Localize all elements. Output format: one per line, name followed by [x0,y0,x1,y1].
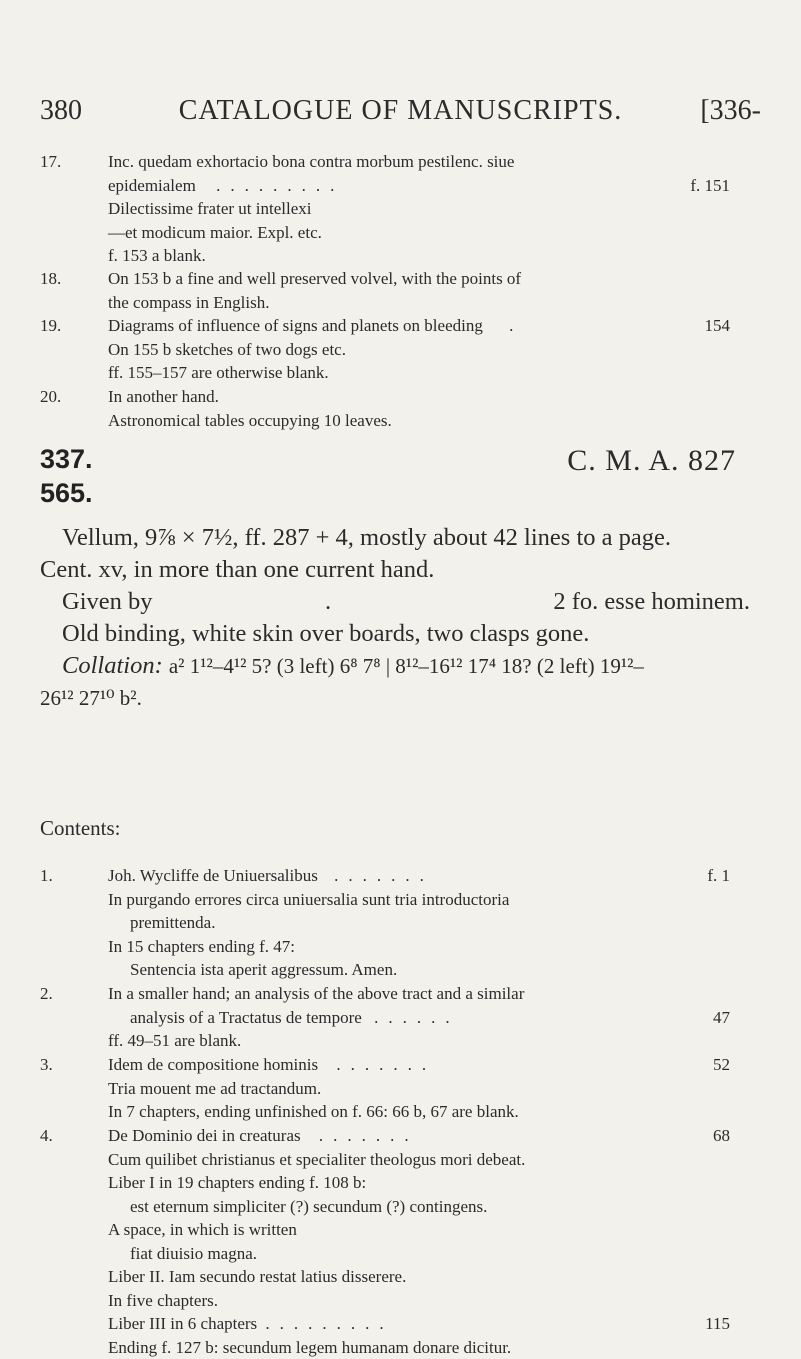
collation-line [40,650,750,682]
entry-line: De Dominio dei in creaturas ....... 68 [108,1124,730,1148]
entry-number: 17. [40,150,70,174]
entry-line: Ending f. 127 b: secundum legem humanam donare dicitur. [108,1336,730,1359]
entry-line: the compass in English. [108,291,730,315]
shelfmark: C. M. A. 827 [567,444,736,478]
entry-line: premittenda. [108,911,730,935]
folio-ref: 68 [713,1124,730,1148]
entry-number: 18. [40,267,70,291]
manuscript-alt-number: 565. [40,478,93,509]
desc-line: Vellum, 9⅞ × 7½, ff. 287 + 4, mostly about 42 lines to a page. [40,522,750,554]
binding-line: Old binding, white skin over boards, two clasps gone. [40,618,750,650]
entry-line: Cum quilibet christianus et specialiter theologus mori debeat. [108,1148,730,1172]
folio-ref: 47 [713,1006,730,1030]
folio-ref: 115 [705,1312,730,1336]
entry-line: f. 153 a blank. [108,244,730,268]
entry-number: 20. [40,385,70,409]
collation-formula: a² 1¹²–4¹² 5? (3 left) 6⁸ 7⁸ | 8¹²–16¹² 17⁴ 18? (2 left) 19¹²– [169,654,644,678]
entry-line: Inc. quedam exhortacio bona contra morbum pestilenc. siue [108,150,730,174]
folio-ref: 154 [705,314,731,338]
entry-line: Liber I in 19 chapters ending f. 108 b: [108,1171,730,1195]
folio-ref: f. 151 [690,174,730,198]
entry-line: Sentencia ista aperit aggressum. Amen. [108,958,730,982]
folio-ref: 52 [713,1053,730,1077]
page-number: 380 [40,95,82,127]
entry-line: In 7 chapters, ending unfinished on f. 66: 66 b, 67 are blank. [108,1100,730,1124]
folio-ref: f. 1 [707,864,730,888]
entry-number: 1. [40,864,70,888]
entry-line: In five chapters. [108,1289,730,1313]
entry-number: 2. [40,982,70,1006]
entry-line: On 155 b sketches of two dogs etc. [108,338,730,362]
collation-label: Collation: [62,652,163,679]
entry-line: Diagrams of influence of signs and planets on bleeding . 154 [108,314,730,338]
entry-line: est eternum simpliciter (?) secundum (?) contingens. [108,1195,730,1219]
entry-line: fiat diuisio magna. [108,1242,730,1266]
entry-line: On 153 b a fine and well preserved volvel, with the points of [108,267,730,291]
entry-line: ff. 155–157 are otherwise blank. [108,361,730,385]
collation-formula-cont: 26¹² 27¹⁰ b². [40,682,750,714]
entry-number: 19. [40,314,70,338]
entry-line: Joh. Wycliffe de Uniuersalibus ....... f. 1 [108,864,730,888]
entry-line: Astronomical tables occupying 10 leaves. [108,409,730,433]
entry-line: Liber III in 6 chapters ......... 115 [108,1312,730,1336]
running-title: CATALOGUE OF MANUSCRIPTS. [40,95,761,127]
contents-heading: Contents: [40,816,121,841]
entry-line: Liber II. Iam secundo restat latius disserere. [108,1265,730,1289]
running-head [40,95,761,135]
entry-line: Tria mouent me ad tractandum. [108,1077,730,1101]
entry-line: ff. 49–51 are blank. [108,1029,730,1053]
entry-line: In purgando errores circa uniuersalia sunt tria introductoria [108,888,730,912]
entry-number: 3. [40,1053,70,1077]
entry-line: A space, in which is written [108,1218,730,1242]
entry-line: In 15 chapters ending f. 47: [108,935,730,959]
desc-line: Cent. xv, in more than one current hand. [40,554,750,586]
entry-line: epidemialem ......... f. 151 [108,174,730,198]
second-folio: 2 fo. esse hominem. [553,586,750,618]
entry-number: 4. [40,1124,70,1148]
entry-line: In a smaller hand; an analysis of the above tract and a similar [108,982,730,1006]
entry-line: Idem de compositione hominis ....... 52 [108,1053,730,1077]
entry-line: In another hand. [108,385,730,409]
entry-line: Dilectissime frater ut intellexi [108,197,730,221]
given-by-line: Given by . 2 fo. esse hominem. [40,586,750,618]
entry-line: analysis of a Tractatus de tempore ...... 47 [108,1006,730,1030]
entry-line: —et modicum maior. Expl. etc. [108,221,730,245]
manuscript-range: [336- [700,95,761,127]
manuscript-number: 337. [40,444,93,475]
physical-description [40,522,750,714]
